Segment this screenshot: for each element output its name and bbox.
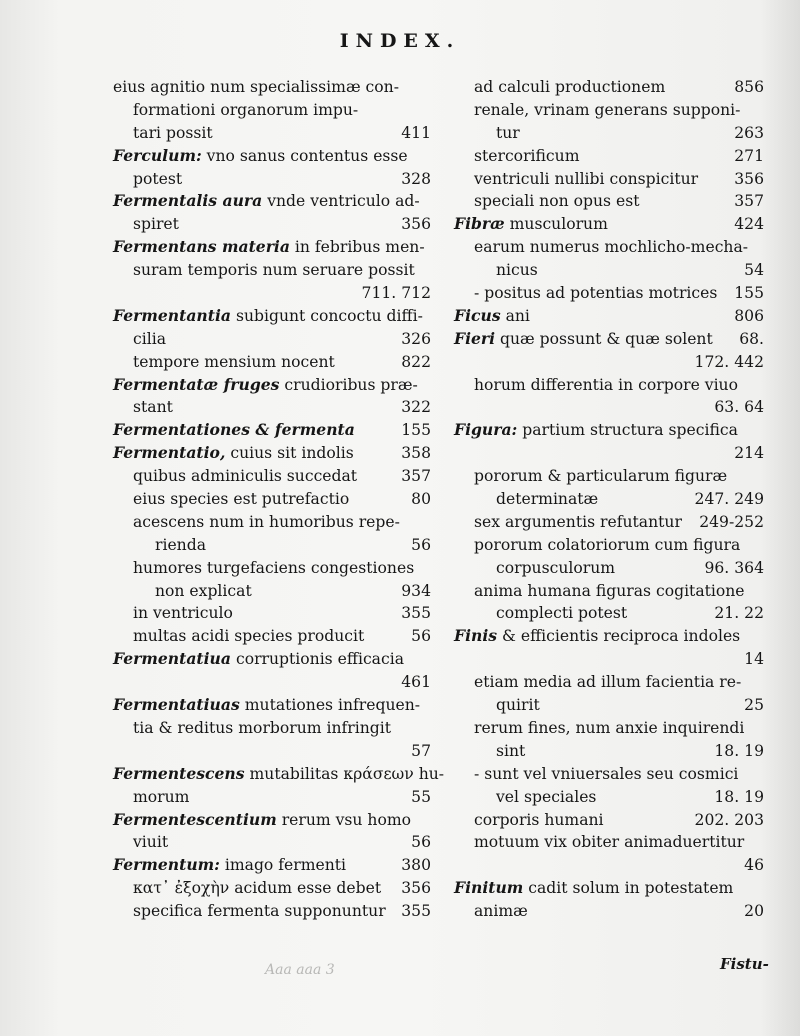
entry-text: [113, 809, 411, 832]
entry-description: ventriculi nullibi conspicitur: [474, 169, 699, 188]
entry-headword: Fibræ: [454, 214, 505, 234]
entry-description: anima humana figuras cogitatione: [474, 581, 745, 600]
entry-headword: Fermentatæ fruges: [113, 374, 280, 394]
page-reference: 155: [401, 421, 431, 440]
index-entry: [454, 305, 764, 328]
entry-text: [474, 763, 738, 786]
page-reference: 356: [401, 879, 431, 898]
entry-description: in ventriculo: [133, 604, 233, 623]
entry-description: determinatæ: [496, 490, 599, 509]
entry-description: musculorum: [504, 215, 608, 234]
entry-description: pororum & particularum figuræ: [474, 467, 728, 486]
entry-text: [133, 213, 179, 236]
index-entry: [454, 534, 764, 557]
index-entry: [113, 351, 431, 374]
page-reference: 20: [744, 902, 764, 921]
index-entry: [454, 831, 764, 854]
entry-headword: Fermentatiuas: [113, 695, 240, 715]
entry-description: corruptionis efficacia: [231, 650, 404, 669]
page-reference: 322: [401, 398, 431, 417]
entry-text: [133, 465, 357, 488]
page-reference: 424: [734, 215, 764, 234]
page-reference: 711. 712: [361, 284, 431, 303]
index-entry: [454, 99, 764, 122]
entry-description: nicus: [496, 261, 538, 280]
entry-text: [113, 374, 418, 397]
entry-text: [474, 236, 748, 259]
entry-text: [133, 122, 213, 145]
entry-description: vnde ventriculo ad-: [262, 192, 420, 211]
index-entry: [454, 602, 764, 625]
index-entry: [113, 763, 445, 786]
entry-headword: Fermentalis aura: [113, 191, 263, 211]
page-reference: 214: [734, 444, 764, 463]
entry-text: [474, 534, 740, 557]
index-entry: [113, 580, 431, 603]
index-entry: [454, 900, 764, 923]
index-entry: [454, 259, 764, 282]
index-entry: [113, 374, 431, 397]
entry-text: [496, 122, 520, 145]
page-reference: 68.: [739, 329, 764, 348]
entry-description: stercorificum: [474, 146, 580, 165]
page-reference: 856: [734, 78, 764, 96]
page-reference: 934: [401, 581, 431, 600]
entry-description: quæ possunt & quæ solent: [495, 329, 713, 348]
index-entry: [454, 328, 764, 351]
page-reference: 18. 19: [714, 741, 764, 760]
page-reference: 96. 364: [704, 558, 764, 577]
index-entry: [113, 854, 431, 877]
entry-description: sex argumentis refutantur: [474, 512, 682, 531]
entry-text: [474, 511, 682, 534]
entry-description: animæ: [474, 902, 528, 921]
page-reference: 380: [401, 856, 431, 875]
index-entry: [454, 374, 764, 397]
index-entry: [454, 877, 764, 900]
entry-text: [496, 557, 615, 580]
index-entry: [454, 282, 764, 305]
index-entry: [113, 740, 431, 763]
page-reference: 355: [401, 604, 431, 623]
entry-text: [113, 648, 404, 671]
index-entry: [113, 122, 431, 145]
entry-text: [133, 99, 358, 122]
index-entry: [454, 465, 764, 488]
entry-description: rerum vsu homo: [276, 810, 412, 829]
index-entry: [113, 190, 431, 213]
entry-text: [474, 168, 698, 191]
entry-text: [474, 374, 738, 397]
entry-text: [474, 99, 740, 122]
entry-description: tari possit: [133, 123, 213, 142]
entry-text: [133, 328, 166, 351]
entry-headword: Fermentescentium: [113, 809, 277, 829]
index-entry: [113, 328, 431, 351]
index-entry: [113, 259, 431, 282]
entry-description: corporis humani: [474, 810, 604, 829]
entry-description: - sunt vel vniuersales seu cosmici: [474, 764, 739, 783]
entry-description: motuum vix obiter animaduertitur: [474, 833, 745, 852]
entry-description: tempore mensium nocent: [133, 352, 335, 371]
entry-text: [454, 419, 738, 442]
page-reference: 56: [411, 627, 431, 646]
page-reference: 411: [401, 123, 431, 142]
entry-description: tia & reditus morborum infringit: [133, 718, 392, 737]
entry-text: [113, 145, 408, 168]
index-entry: [113, 213, 431, 236]
index-entry: [113, 511, 431, 534]
entry-description: rerum fines, num anxie inquirendi: [474, 718, 745, 737]
entry-text: [133, 511, 400, 534]
entry-description: vno sanus contentus esse: [201, 146, 408, 165]
entry-description: crudioribus præ-: [279, 375, 418, 394]
entry-text: [113, 442, 354, 465]
page-reference: 46: [744, 856, 764, 875]
index-entry: [113, 625, 431, 648]
index-entry: [113, 694, 431, 717]
entry-description: eius species est putrefactio: [133, 490, 350, 509]
running-head: INDEX.: [339, 30, 461, 52]
index-entry: [454, 511, 764, 534]
index-entry: [454, 717, 764, 740]
entry-text: [474, 900, 528, 923]
entry-description: sint: [496, 741, 526, 760]
page-reference: 806: [734, 306, 764, 325]
index-entry: [454, 625, 764, 648]
index-entry: [454, 557, 764, 580]
entry-text: [113, 419, 355, 442]
page-reference: 271: [734, 146, 764, 165]
entry-description: cuius sit indolis: [225, 444, 354, 463]
entry-headword: Fermentatio,: [113, 443, 226, 463]
entry-description: complecti potest: [496, 604, 628, 623]
index-entry: [454, 168, 764, 191]
index-column-left: [113, 76, 445, 923]
entry-description: acescens num in humoribus repe-: [133, 512, 400, 531]
index-entry: [113, 557, 431, 580]
entry-text: [474, 717, 744, 740]
entry-headword: Finis: [454, 626, 498, 646]
page-reference: 21. 22: [714, 604, 764, 623]
index-entry: [113, 442, 431, 465]
index-column-right: [454, 76, 764, 923]
page-reference: 357: [734, 192, 764, 211]
entry-text: [454, 328, 713, 351]
entry-description: etiam media ad illum facientia re-: [474, 673, 742, 692]
entry-description: morum: [133, 787, 190, 806]
entry-text: [496, 694, 540, 717]
page-reference: 461: [401, 673, 431, 692]
index-entry: [113, 900, 431, 923]
entry-text: [454, 213, 608, 236]
entry-text: [113, 854, 346, 877]
entry-text: [133, 488, 349, 511]
entry-text: [474, 465, 727, 488]
index-entry: [454, 786, 764, 809]
entry-description: ani: [500, 306, 530, 325]
entry-description: in febribus men-: [289, 238, 425, 257]
catchword: Fistu-: [720, 955, 769, 973]
page-reference: 356: [734, 169, 764, 188]
page-reference: 25: [744, 696, 764, 715]
entry-text: [474, 809, 604, 832]
entry-description: tur: [496, 123, 520, 142]
index-entry: [113, 717, 431, 740]
page-reference: 357: [401, 467, 431, 486]
entry-text: [133, 351, 335, 374]
entry-text: [113, 763, 444, 786]
entry-headword: Figura:: [454, 420, 518, 440]
entry-description: ad calculi productionem: [474, 78, 666, 96]
entry-description: pororum colatoriorum cum figura: [474, 535, 741, 554]
page-reference: 356: [401, 215, 431, 234]
index-entry: [113, 488, 431, 511]
index-entry: [454, 580, 764, 603]
entry-description: earum numerus mochlicho-mecha-: [474, 238, 749, 257]
page-reference: 355: [401, 902, 431, 921]
entry-headword: Ferculum:: [113, 145, 202, 165]
entry-text: [454, 305, 530, 328]
page-reference: 202. 203: [694, 810, 764, 829]
entry-description: multas acidi species producit: [133, 627, 365, 646]
index-entry: [113, 786, 431, 809]
entry-text: [454, 625, 740, 648]
page-reference: 326: [401, 329, 431, 348]
page-reference: 63. 64: [714, 398, 764, 417]
entry-description: vel speciales: [496, 787, 597, 806]
entry-text: [133, 717, 391, 740]
index-entry: [454, 351, 764, 374]
index-entry: [113, 305, 431, 328]
page-reference: 55: [411, 787, 431, 806]
entry-description: non explicat: [155, 581, 252, 600]
entry-description: cilia: [133, 329, 166, 348]
entry-text: [454, 877, 733, 900]
entry-description: & efficientis reciproca indoles: [497, 627, 741, 646]
entry-text: [474, 831, 744, 854]
index-entry: [454, 648, 764, 671]
entry-text: [133, 259, 415, 282]
page-reference: 328: [401, 169, 431, 188]
index-entry: [113, 877, 431, 900]
index-entry: [113, 671, 431, 694]
page-reference: 247. 249: [694, 490, 764, 509]
entry-text: [133, 602, 233, 625]
entry-headword: Fermentescens: [113, 763, 245, 783]
entry-text: [113, 236, 425, 259]
entry-description: rienda: [155, 535, 206, 554]
entry-text: [113, 190, 420, 213]
index-entry: [113, 168, 431, 191]
index-entry: [113, 236, 431, 259]
index-entry: [454, 763, 764, 786]
index-entry: [454, 145, 764, 168]
index-entry: [454, 213, 764, 236]
entry-description: stant: [133, 398, 173, 417]
index-entry: [454, 671, 764, 694]
entry-description: spiret: [133, 215, 179, 234]
entry-text: [496, 602, 627, 625]
entry-text: [474, 145, 579, 168]
index-entry: [454, 809, 764, 832]
entry-description: formationi organorum impu-: [133, 100, 359, 119]
entry-text: [133, 831, 168, 854]
entry-text: [113, 694, 420, 717]
entry-text: [496, 259, 538, 282]
index-entry: [113, 76, 431, 99]
page-reference: 263: [734, 123, 764, 142]
index-entry: [113, 648, 431, 671]
entry-text: [496, 786, 596, 809]
page-reference: 155: [734, 284, 764, 303]
entry-text: [113, 76, 399, 99]
entry-text: [496, 488, 598, 511]
entry-description: horum differentia in corpore viuo: [474, 375, 738, 394]
page-reference: 80: [411, 490, 431, 509]
page-reference: 56: [411, 833, 431, 852]
entry-description: renale, vrinam generans supponi-: [474, 100, 741, 119]
entry-headword: Fermentatiua: [113, 649, 231, 669]
entry-headword: Fermentans materia: [113, 237, 290, 257]
entry-description: - positus ad potentias motrices: [474, 284, 718, 303]
entry-description: potest: [133, 169, 183, 188]
entry-text: [155, 534, 206, 557]
entry-text: [474, 190, 639, 213]
entry-description: cadit solum in potestatem: [523, 879, 734, 898]
entry-description: partium structura specifica: [517, 421, 738, 440]
index-entry: [454, 694, 764, 717]
entry-text: [474, 671, 741, 694]
entry-text: [113, 305, 423, 328]
entry-description: κατ᾽ ἐξοχὴν acidum esse debet: [133, 879, 382, 898]
index-entry: [113, 602, 431, 625]
index-entry: [113, 396, 431, 419]
page-reference: 358: [401, 444, 431, 463]
index-entry: [454, 122, 764, 145]
entry-text: [496, 740, 525, 763]
faint-signature-mark: Aaa aaa 3: [265, 962, 335, 978]
entry-text: [133, 557, 414, 580]
page-reference: 57: [411, 741, 431, 760]
entry-text: [133, 396, 173, 419]
index-entry: [454, 442, 764, 465]
page-reference: 172. 442: [694, 352, 764, 371]
entry-headword: Fermentantia: [113, 305, 231, 325]
index-entry: [113, 282, 431, 305]
index-entry: [113, 831, 431, 854]
page-reference: 14: [744, 650, 764, 669]
index-entry: [454, 419, 764, 442]
entry-description: imago fermenti: [219, 856, 347, 875]
entry-description: quibus adminiculis succedat: [133, 467, 358, 486]
index-entry: [454, 190, 764, 213]
entry-description: speciali non opus est: [474, 192, 640, 211]
page-reference: 56: [411, 535, 431, 554]
index-entry: [113, 809, 431, 832]
index-entry: [454, 236, 764, 259]
index-entry: [454, 396, 764, 419]
index-entry: [113, 534, 431, 557]
entry-text: [133, 168, 182, 191]
entry-headword: Ficus: [454, 305, 501, 325]
entry-text: [133, 786, 189, 809]
entry-text: [474, 282, 717, 305]
index-entry: [454, 76, 764, 99]
entry-description: eius agnitio num specialissimæ con-: [113, 78, 399, 96]
entry-text: [474, 76, 665, 99]
page-reference: 18. 19: [714, 787, 764, 806]
index-entry: [113, 465, 431, 488]
entry-text: [155, 580, 252, 603]
entry-description: quirit: [496, 696, 540, 715]
page-reference: 822: [401, 352, 431, 371]
entry-description: viuit: [133, 833, 169, 852]
entry-text: [133, 625, 364, 648]
entry-description: corpusculorum: [496, 558, 616, 577]
index-entry: [113, 419, 431, 442]
entry-headword: Fermentationes & fermenta: [113, 420, 355, 440]
entry-text: [133, 877, 381, 900]
entry-text: [133, 900, 386, 923]
entry-headword: Fieri: [454, 328, 496, 348]
page-reference: 249-252: [699, 512, 764, 531]
index-entry: [454, 488, 764, 511]
index-entry: [113, 99, 431, 122]
entry-headword: Fermentum:: [113, 855, 220, 875]
index-entry: [113, 145, 431, 168]
index-entry: [454, 740, 764, 763]
entry-description: specifica fermenta supponuntur: [133, 902, 386, 921]
entry-description: suram temporis num seruare possit: [133, 261, 415, 280]
entry-description: subigunt concoctu diffi-: [231, 306, 423, 325]
page-reference: 54: [744, 261, 764, 280]
entry-text: [474, 580, 745, 603]
entry-description: mutabilitas κράσεων hu-: [244, 764, 445, 783]
index-entry: [454, 854, 764, 877]
entry-description: humores turgefaciens congestiones: [133, 558, 415, 577]
entry-description: mutationes infrequen-: [239, 696, 421, 715]
entry-headword: Finitum: [454, 878, 524, 898]
